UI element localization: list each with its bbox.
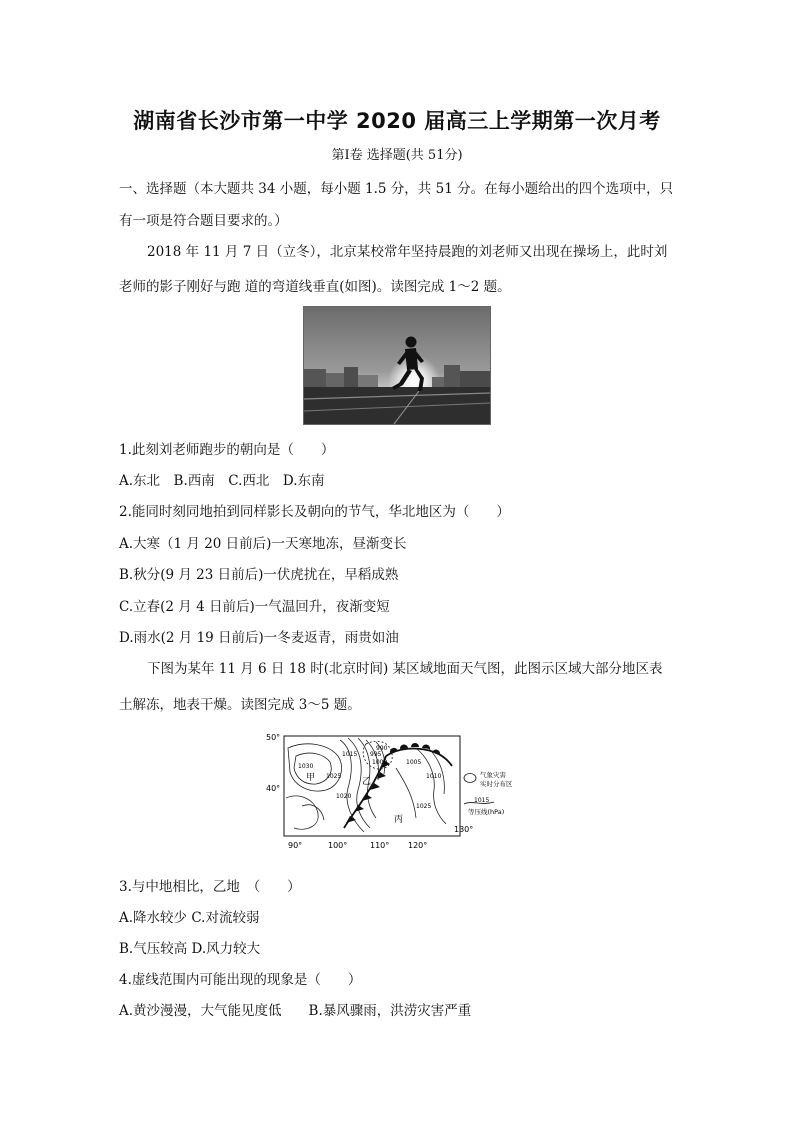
section-instruction-line-1: 一、选择题（本大题共 34 小题，每小题 1.5 分，共 51 分。在每小题给出的四个选项中，只	[119, 181, 674, 197]
legend-disaster-label-2: 实时分布区	[480, 780, 513, 788]
isobar-label: 1025	[326, 773, 342, 780]
question-2-option-d: D.雨水(2 月 19 日前后)一冬麦返青，雨贵如油	[119, 630, 399, 646]
isobar-label: 1020	[336, 793, 352, 800]
legend-disaster-icon	[464, 774, 476, 783]
isobar-label: 1030	[298, 763, 314, 770]
question-4-stem: 4.虚线范围内可能出现的现象是（ ）	[119, 972, 362, 988]
question-3-options-bd: B.气压较高 D.风力较大	[119, 941, 261, 957]
weather-map	[266, 728, 516, 852]
runner-photo	[303, 306, 491, 425]
place-label-yi: 乙	[362, 777, 372, 787]
question-1-options: A.东北 B.西南 C.西北 D.东南	[119, 473, 325, 489]
isobar-label: 1015	[342, 751, 358, 758]
passage-1-line-2: 老师的影子刚好与跑 道的弯道线垂直(如图)。读图完成 1〜2 题。	[119, 279, 511, 295]
place-label-bing: 丙	[394, 815, 404, 825]
isobar-label: 1005	[406, 759, 422, 766]
isobar-label: 995	[370, 751, 382, 758]
lat-label-50: 50°	[266, 733, 281, 742]
question-2-stem: 2.能同时刻同地拍到同样影长及朝向的节气，华北地区为（ ）	[119, 504, 510, 520]
legend-isobar-label: 等压线(hPa)	[468, 808, 505, 816]
isobar-label: 1025	[416, 803, 432, 810]
runner-silhouette-image	[304, 307, 490, 424]
question-4-options-ab: A.黄沙漫漫，大气能见度低 B.暴风骤雨，洪涝灾害严重	[119, 1003, 472, 1019]
lon-label-100: 100°	[328, 841, 348, 850]
lon-label-130: 130°	[454, 825, 474, 834]
place-label-jia: 甲	[306, 773, 316, 783]
question-3-stem: 3.与中地相比，乙地 （ ）	[119, 879, 301, 895]
cold-front	[344, 756, 390, 828]
isobar-label: 1010	[426, 773, 442, 780]
passage-2-line-1: 下图为某年 11 月 6 日 18 时(北京时间) 某区域地面天气图，此图示区域大部分地区表	[147, 661, 663, 677]
question-2-option-b: B.秋分(9 月 23 日前后)一伏虎扰在，早稻成熟	[119, 567, 399, 583]
lat-label-40: 40°	[266, 784, 281, 793]
lon-label-110: 110°	[370, 841, 390, 850]
question-2-option-a: A.大寒（1 月 20 日前后)一天寒地冻，昼渐变长	[119, 536, 407, 552]
legend-disaster-label-1: 气象灾害	[480, 771, 506, 779]
passage-1-line-1: 2018 年 11 月 7 日（立冬），北京某校常年坚持晨跑的刘老师又出现在操场上，此时刘	[147, 244, 668, 260]
passage-2-line-2: 土解冻，地表干燥。读图完成 3〜5 题。	[119, 697, 361, 713]
page-title: 湖南省长沙市第一中学 2020 届高三上学期第一次月考	[133, 109, 661, 133]
map-legend	[464, 770, 513, 816]
isobar-label: 1000	[372, 759, 388, 766]
legend-isobar-value: 1015	[474, 797, 490, 804]
section-instruction-line-2: 有一项是符合题目要求的。）	[119, 213, 288, 229]
question-1-stem: 1.此刻刘老师跑步的朝向是（ ）	[119, 442, 335, 458]
weather-map-figure	[266, 728, 516, 852]
question-2-option-c: C.立春(2 月 4 日前后)一气温回升，夜渐变短	[119, 599, 390, 615]
lon-label-120: 120°	[408, 841, 428, 850]
section-subtitle: 第Ⅰ卷 选择题(共 51分)	[331, 148, 463, 163]
lon-label-90: 90°	[288, 841, 303, 850]
question-3-options-ac: A.降水较少 C.对流较弱	[119, 910, 260, 926]
isobar-label: 990	[376, 745, 388, 752]
